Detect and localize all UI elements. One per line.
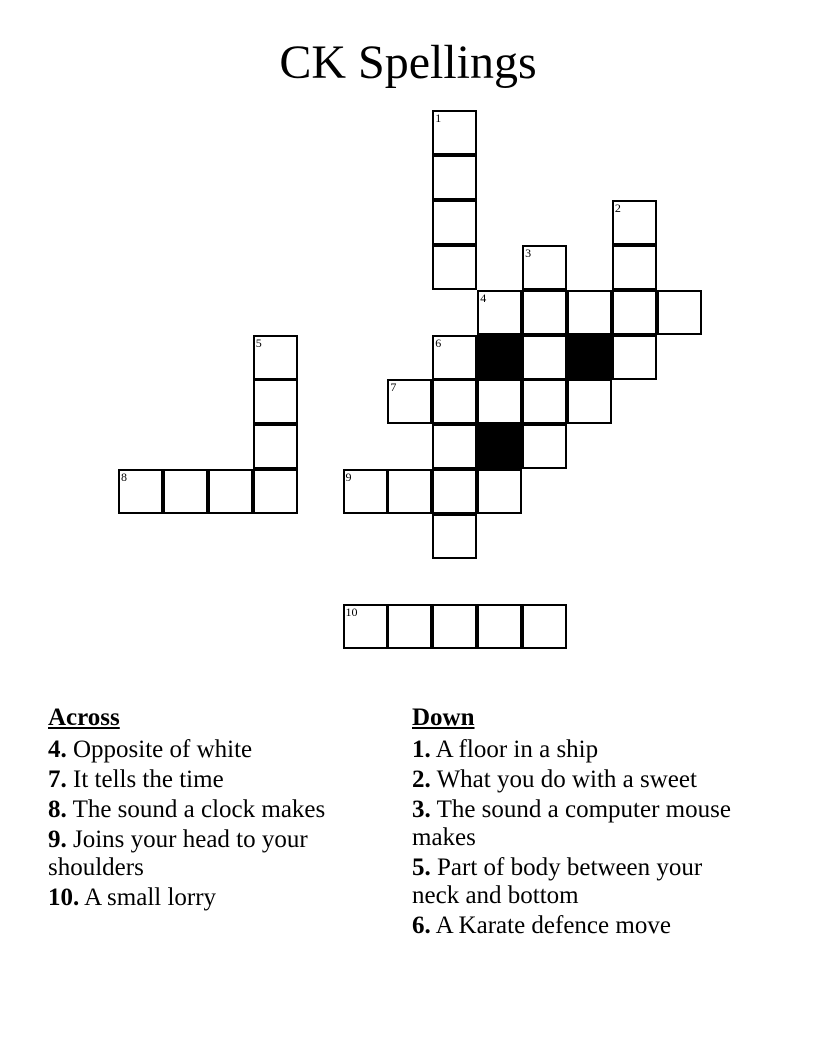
grid-cell[interactable]	[343, 469, 388, 514]
down-heading: Down	[412, 704, 475, 731]
grid-cell[interactable]	[432, 379, 477, 424]
grid-cell[interactable]	[432, 335, 477, 380]
grid-cell[interactable]	[477, 604, 522, 649]
grid-cell[interactable]	[522, 424, 567, 469]
grid-cell[interactable]	[343, 604, 388, 649]
grid-cell[interactable]	[432, 604, 477, 649]
across-clue-8: 8. The sound a clock makes	[48, 796, 326, 823]
grid-cell[interactable]	[432, 514, 477, 559]
grid-cell[interactable]	[657, 290, 702, 335]
grid-cell[interactable]	[612, 335, 657, 380]
grid-cell[interactable]	[477, 290, 522, 335]
across-heading: Across	[48, 704, 120, 731]
grid-cell[interactable]	[522, 379, 567, 424]
grid-cell[interactable]	[477, 469, 522, 514]
grid-cell[interactable]	[432, 200, 477, 245]
down-clue-3: 3. The sound a computer mouse makes	[412, 796, 731, 851]
grid-cell[interactable]	[253, 469, 298, 514]
grid-block-cell	[477, 424, 522, 469]
grid-cell[interactable]	[432, 110, 477, 155]
grid-cell[interactable]	[432, 245, 477, 290]
clue-number-label: 6	[435, 335, 442, 350]
grid-cell[interactable]	[163, 469, 208, 514]
grid-cell[interactable]	[612, 290, 657, 335]
down-clues	[412, 704, 752, 942]
clue-number-label: 2	[614, 200, 621, 215]
grid-cell[interactable]	[387, 469, 432, 514]
grid-cell[interactable]	[387, 379, 432, 424]
grid-cell[interactable]	[567, 379, 612, 424]
grid-block-cell	[477, 335, 522, 380]
grid-cell[interactable]	[612, 245, 657, 290]
across-clues	[48, 704, 388, 914]
across-clue-10: 10. A small lorry	[48, 884, 217, 911]
grid-cell[interactable]	[612, 200, 657, 245]
across-clue-7: 7. It tells the time	[48, 766, 224, 793]
down-clue-6: 6. A Karate defence move	[412, 912, 671, 939]
grid-cell[interactable]	[253, 335, 298, 380]
clue-number-label: 7	[390, 380, 397, 395]
grid-cell[interactable]	[118, 469, 163, 514]
clue-number-label: 9	[345, 470, 352, 485]
clue-number-label: 1	[435, 111, 442, 125]
clue-number-label: 10	[345, 604, 358, 619]
down-clue-1: 1. A floor in a ship	[412, 736, 599, 763]
grid-cell[interactable]	[253, 379, 298, 424]
grid-cell[interactable]	[253, 424, 298, 469]
grid-cell[interactable]	[567, 290, 612, 335]
clue-number-label: 5	[255, 335, 262, 350]
grid-cell[interactable]	[477, 379, 522, 424]
grid-cell[interactable]	[522, 604, 567, 649]
across-clue-4: 4. Opposite of white	[48, 736, 253, 763]
across-clue-9: 9. Joins your head to your shoulders	[48, 826, 308, 881]
grid-block-cell	[567, 335, 612, 380]
down-clue-5: 5. Part of body between your neck and bottom	[412, 854, 703, 909]
clue-number-label: 3	[525, 245, 532, 260]
grid-cell[interactable]	[387, 604, 432, 649]
grid-cell[interactable]	[208, 469, 253, 514]
grid-cell[interactable]	[432, 424, 477, 469]
clue-number-label: 4	[480, 290, 487, 305]
grid-cell[interactable]	[522, 290, 567, 335]
grid-cell[interactable]	[522, 245, 567, 290]
grid-cell[interactable]	[522, 335, 567, 380]
grid-cell[interactable]	[432, 469, 477, 514]
grid-cell[interactable]	[432, 155, 477, 200]
clue-number-label: 8	[121, 470, 127, 485]
down-clue-2: 2. What you do with a sweet	[412, 766, 697, 793]
puzzle-title: CK Spellings	[279, 36, 537, 89]
